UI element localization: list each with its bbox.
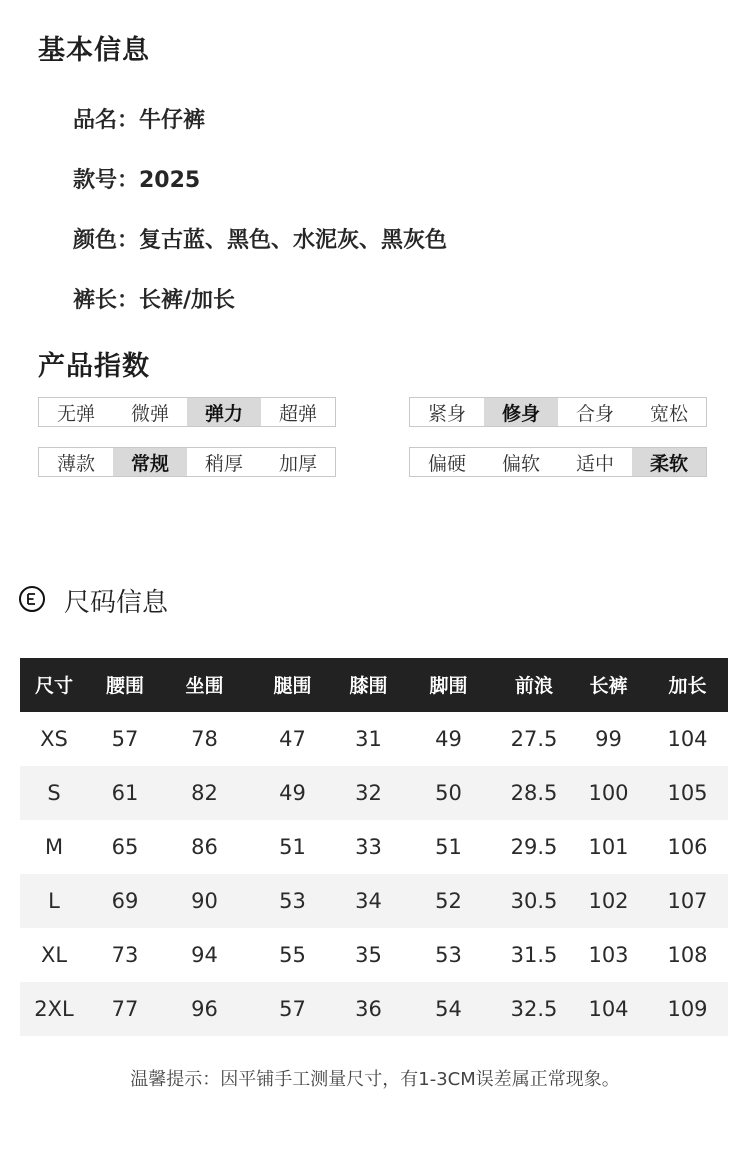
- table-cell: 86: [191, 835, 218, 859]
- table-header-row: [20, 658, 728, 712]
- table-cell: 36: [338, 982, 399, 1036]
- table-cell: 32.5: [498, 982, 570, 1036]
- size-table: [20, 658, 728, 1036]
- softness-option-selected: 柔软: [632, 448, 706, 476]
- table-cell: 65: [111, 835, 139, 859]
- table-cell: 108: [667, 943, 708, 967]
- table-cell: 30.5: [498, 874, 570, 928]
- table-cell: 57: [111, 727, 139, 751]
- table-row: [20, 928, 728, 982]
- elastic-scale: [38, 397, 336, 427]
- table-cell: 103: [588, 943, 629, 967]
- size-note: 温馨提示：因平铺手工测量尺寸，有1-3CM误差属正常现象。: [130, 1069, 620, 1090]
- table-cell: 100: [570, 766, 647, 820]
- softness-scale: [409, 447, 707, 477]
- table-cell: 51: [435, 835, 462, 859]
- thickness-option: 薄款: [56, 452, 95, 475]
- softness-option: 偏硬: [427, 452, 466, 475]
- table-row: [20, 874, 728, 928]
- table-cell: 51: [279, 835, 306, 859]
- table-cell: 29.5: [510, 835, 558, 859]
- table-cell: 33: [355, 835, 382, 859]
- header-leg-opening: 脚围: [399, 658, 498, 712]
- table-cell: 99: [595, 727, 622, 751]
- elastic-option-selected: 弹力: [187, 398, 261, 426]
- table-cell: 109: [647, 982, 728, 1036]
- basic-info-title: 基本信息: [38, 35, 150, 66]
- table-row: [20, 982, 728, 1036]
- fit-scale: [409, 397, 707, 427]
- elastic-option: 超弹: [278, 402, 317, 425]
- table-cell: 49: [435, 727, 462, 751]
- fit-option: 紧身: [427, 402, 466, 425]
- table-cell: 52: [399, 874, 498, 928]
- table-cell: 104: [570, 982, 647, 1036]
- table-cell: 53: [247, 874, 338, 928]
- table-cell: XL: [40, 943, 68, 967]
- header-knee: 膝围: [338, 658, 399, 712]
- table-cell: 47: [279, 727, 306, 751]
- table-cell: L: [20, 874, 88, 928]
- header-long: 长裤: [570, 658, 647, 712]
- softness-option: 适中: [575, 452, 614, 475]
- product-colors: 颜色：复古蓝、黑色、水泥灰、黑灰色: [73, 228, 448, 253]
- table-cell: 57: [247, 982, 338, 1036]
- header-hip: 坐围: [162, 658, 247, 712]
- table-cell: 107: [647, 874, 728, 928]
- table-cell: 94: [191, 943, 218, 967]
- table-cell: S: [20, 766, 88, 820]
- thickness-scale: [38, 447, 336, 477]
- table-cell: 105: [647, 766, 728, 820]
- style-number: 款号：2025: [73, 168, 201, 193]
- table-cell: 55: [279, 943, 306, 967]
- table-cell: 50: [399, 766, 498, 820]
- table-row: [20, 766, 728, 820]
- thickness-option: 加厚: [278, 452, 317, 475]
- table-cell: 49: [247, 766, 338, 820]
- table-cell: XS: [40, 727, 68, 751]
- table-cell: 31.5: [510, 943, 558, 967]
- table-cell: 53: [435, 943, 462, 967]
- softness-option: 偏软: [501, 452, 540, 475]
- fit-option: 宽松: [649, 402, 688, 425]
- header-extra-long: 加长: [647, 658, 728, 712]
- header-waist: 腰围: [88, 658, 162, 712]
- table-cell: 32: [338, 766, 399, 820]
- table-cell: 78: [191, 727, 218, 751]
- table-cell: 96: [162, 982, 247, 1036]
- table-cell: 101: [588, 835, 629, 859]
- table-cell: 77: [88, 982, 162, 1036]
- table-cell: M: [44, 835, 64, 859]
- fit-option-selected: 修身: [484, 398, 558, 426]
- table-cell: 82: [162, 766, 247, 820]
- size-info-title: 尺码信息: [64, 588, 169, 618]
- table-row: [20, 712, 728, 767]
- table-cell: 34: [338, 874, 399, 928]
- elastic-option: 无弹: [56, 402, 95, 425]
- table-cell: 102: [570, 874, 647, 928]
- table-cell: 27.5: [510, 727, 558, 751]
- table-cell: 69: [88, 874, 162, 928]
- table-cell: 2XL: [20, 982, 88, 1036]
- pants-length: 裤长：长裤/加长: [73, 288, 236, 313]
- table-cell: 104: [667, 727, 708, 751]
- table-cell: 106: [667, 835, 708, 859]
- table-cell: 31: [355, 727, 382, 751]
- table-cell: 54: [399, 982, 498, 1036]
- product-index-title: 产品指数: [38, 351, 150, 382]
- table-cell: 73: [111, 943, 139, 967]
- thickness-option: 稍厚: [204, 452, 243, 475]
- header-thigh: 腿围: [247, 658, 338, 712]
- table-cell: 61: [88, 766, 162, 820]
- thickness-option-selected: 常规: [113, 448, 187, 476]
- elastic-option: 微弹: [130, 402, 169, 425]
- table-cell: 90: [162, 874, 247, 928]
- table-cell: 28.5: [498, 766, 570, 820]
- fit-option: 合身: [575, 402, 614, 425]
- header-size: 尺寸: [20, 658, 88, 712]
- header-front-rise: 前浪: [498, 658, 570, 712]
- e-circle-icon: [19, 586, 45, 612]
- product-name: 品名：牛仔裤: [73, 108, 206, 133]
- table-row: [20, 820, 728, 874]
- table-cell: 35: [355, 943, 382, 967]
